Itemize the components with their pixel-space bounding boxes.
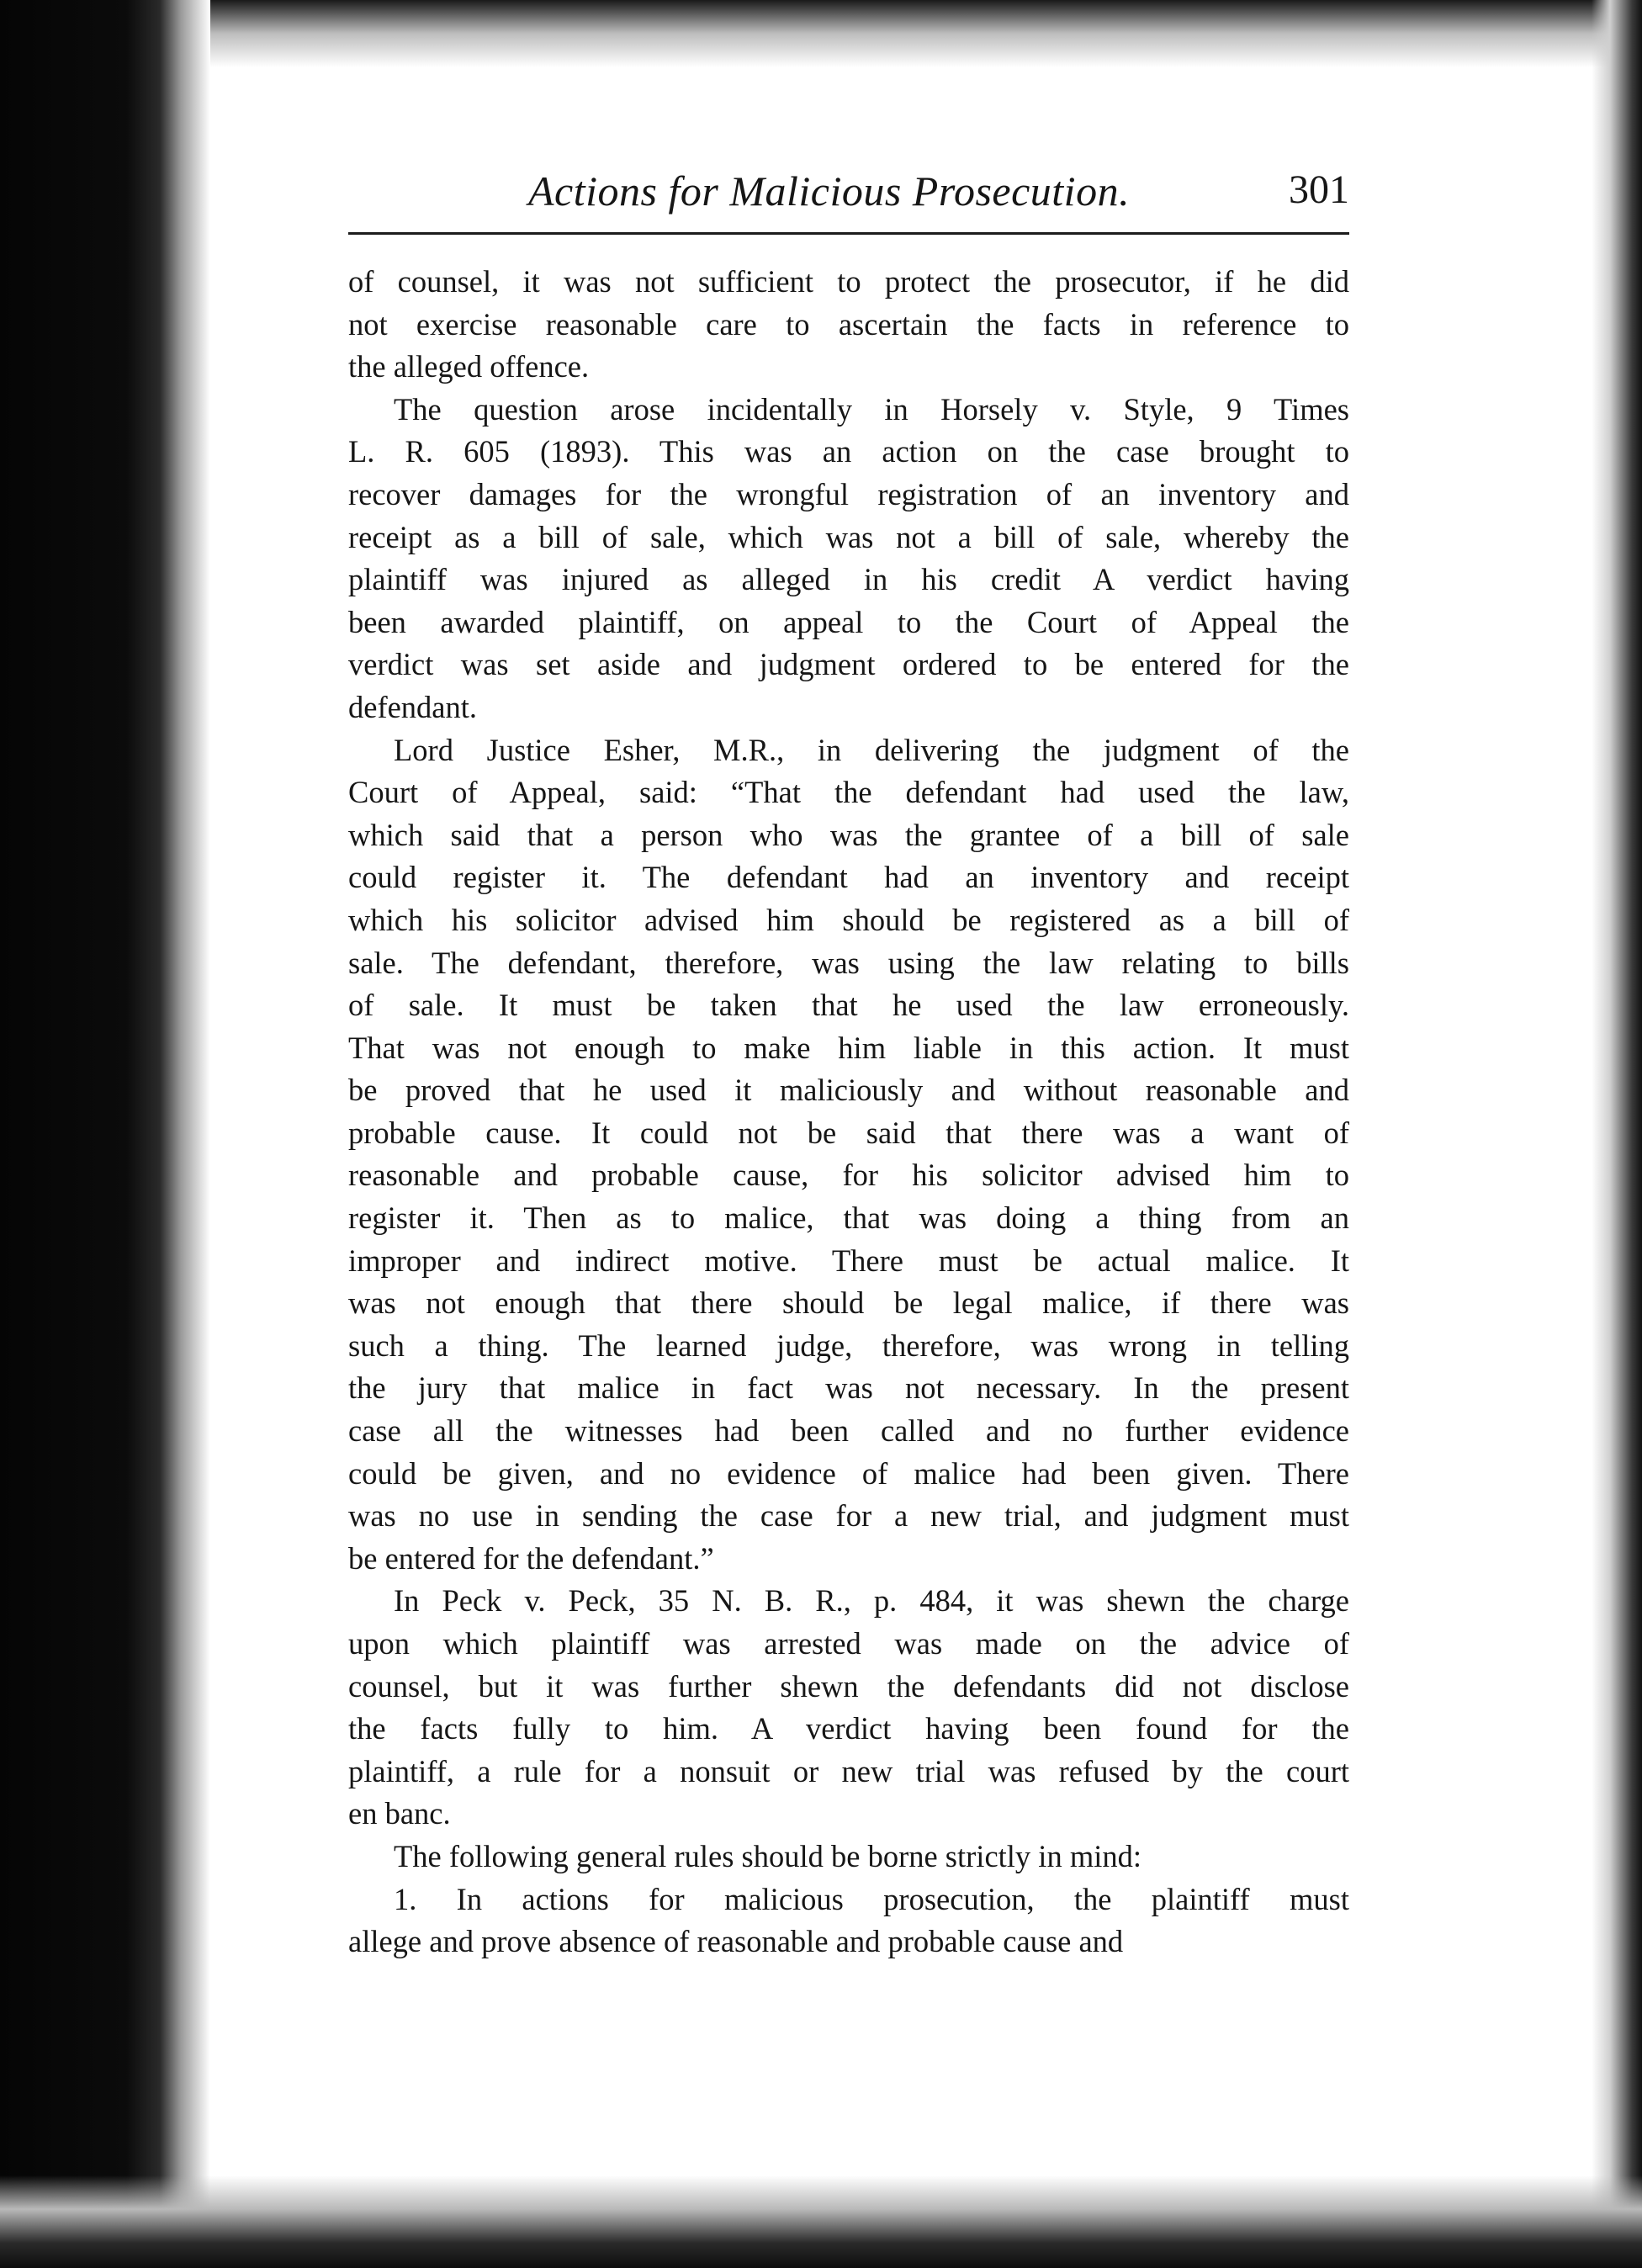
- text-line: en banc.: [348, 1796, 451, 1831]
- page-number: 301: [1289, 167, 1349, 212]
- paragraph: [348, 729, 1349, 1581]
- text-line: be entered for the defendant.”: [348, 1540, 714, 1576]
- text-line: case all the witnesses had been called and no further evidence: [348, 1413, 1349, 1449]
- text-line: defendant.: [348, 689, 478, 724]
- text-line: plaintiff was injured as alleged in his credit A verdict having: [348, 562, 1349, 597]
- text-line: L. R. 605 (1893). This was an action on the case brought to: [348, 434, 1349, 469]
- text-line: which his solicitor advised him should be registered as a bill of: [348, 902, 1349, 937]
- paragraph: [348, 1879, 1349, 1963]
- paragraph: [348, 389, 1349, 729]
- text-line: improper and indirect motive. There must be actual malice. It: [348, 1243, 1349, 1278]
- text-line: could be given, and no evidence of malice had been given. There: [348, 1455, 1349, 1491]
- text-line: the facts fully to him. A verdict having been found for the: [348, 1711, 1349, 1746]
- text-line: register it. Then as to malice, that was doing a thing from an: [348, 1200, 1349, 1236]
- text-line: That was not enough to make him liable in this action. It must: [348, 1030, 1349, 1065]
- header-rule: [348, 232, 1349, 235]
- body-text: [348, 261, 1349, 1963]
- text-line: sale. The defendant, therefore, was using the law relating to bills: [348, 945, 1349, 980]
- text-line: Lord Justice Esher, M.R., in delivering the judgment of the: [394, 732, 1349, 767]
- text-line: upon which plaintiff was arrested was made on the advice of: [348, 1626, 1349, 1661]
- text-line: reasonable and probable cause, for his solicitor advised him to: [348, 1158, 1349, 1193]
- text-line: be proved that he used it maliciously and without reasonable and: [348, 1073, 1349, 1108]
- paragraph: [348, 1836, 1349, 1879]
- running-title: Actions for Malicious Prosecution.: [528, 167, 1131, 215]
- text-line: of sale. It must be taken that he used the law erroneously.: [348, 988, 1349, 1023]
- text-line: such a thing. The learned judge, therefore, was wrong in telling: [348, 1327, 1349, 1363]
- text-line: been awarded plaintiff, on appeal to the Court of Appeal the: [348, 604, 1349, 639]
- text-line: was not enough that there should be legal malice, if there was: [348, 1285, 1349, 1321]
- text-line: In Peck v. Peck, 35 N. B. R., p. 484, it was shewn the charge: [394, 1583, 1349, 1619]
- text-line: The question arose incidentally in Horsely v. Style, 9 Times: [394, 391, 1349, 427]
- page-header: [348, 151, 1349, 236]
- text-line: verdict was set aside and judgment ordered to be entered for the: [348, 647, 1349, 682]
- text-line: plaintiff, a rule for a nonsuit or new trial was refused by the court: [348, 1753, 1349, 1788]
- text-line: not exercise reasonable care to ascertain the facts in reference to: [348, 306, 1349, 342]
- text-line: could register it. The defendant had an inventory and receipt: [348, 860, 1349, 895]
- text-line: was no use in sending the case for a new trial, and judgment must: [348, 1498, 1349, 1534]
- paragraph: [348, 1580, 1349, 1836]
- text-line: allege and prove absence of reasonable and probable cause and: [348, 1924, 1124, 1959]
- text-line: receipt as a bill of sale, which was not a bill of sale, whereby the: [348, 519, 1349, 554]
- text-line: Court of Appeal, said: “That the defendant had used the law,: [348, 775, 1349, 810]
- text-line: of counsel, it was not sufficient to protect the prosecutor, if he did: [348, 264, 1349, 299]
- text-line: 1. In actions for malicious prosecution, the plaintiff must: [394, 1881, 1349, 1916]
- text-line: counsel, but it was further shewn the defendants did not disclose: [348, 1668, 1349, 1704]
- text-line: which said that a person who was the grantee of a bill of sale: [348, 817, 1349, 852]
- paragraph: [348, 261, 1349, 389]
- text-line: the alleged offence.: [348, 349, 590, 384]
- text-line: the jury that malice in fact was not necessary. In the present: [348, 1370, 1349, 1406]
- text-line: recover damages for the wrongful registration of an inventory and: [348, 476, 1349, 511]
- text-line: The following general rules should be borne strictly in mind:: [394, 1838, 1141, 1873]
- text-line: probable cause. It could not be said that there was a want of: [348, 1115, 1349, 1150]
